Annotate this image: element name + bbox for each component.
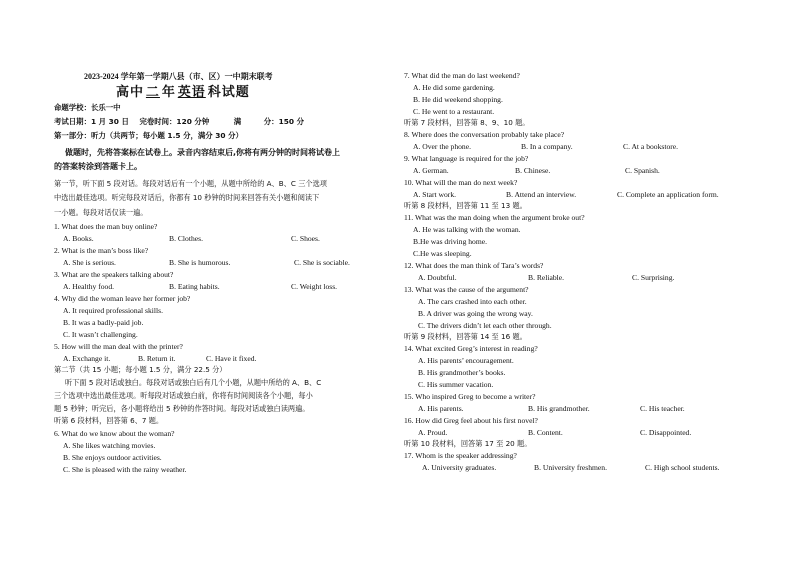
q8-option-c: C. At a bookstore.	[623, 142, 679, 151]
question-12: 12. What does the man think of Tara’s words?	[404, 261, 544, 270]
q11-option-a: A. He was talking with the woman.	[413, 225, 521, 234]
q6-option-b: B. She enjoys outdoor activities.	[63, 453, 162, 462]
question-2: 2. What is the man’s boss like?	[54, 246, 149, 255]
school-label: 命题学校：长乐一中	[54, 103, 121, 112]
question-16: 16. How did Greg feel about his first novel?	[404, 416, 538, 425]
q13-option-c: C. The drivers didn’t let each other through.	[418, 321, 552, 330]
q10-option-c: C. Complete an application form.	[617, 190, 719, 199]
question-14: 14. What excited Greg’s interest in reading?	[404, 344, 538, 353]
q3-option-b: B. Eating habits.	[169, 282, 220, 291]
q9-option-a: A. German.	[413, 166, 449, 175]
listen-note-6: 听第 6 段材料，回答第 6、7 题。	[54, 416, 164, 425]
exam-header-line: 2023-2024 学年第一学期八县（市、区）一中期末联考	[84, 72, 273, 81]
q5-option-c: C. Have it fixed.	[206, 354, 257, 363]
sec2-heading: 第二节（共 15 小题；每小题 1.5 分，满分 22.5 分）	[54, 365, 227, 374]
exam-info: 考试日期：1 月 30 日 完卷时间：120 分钟 满 分：150 分	[54, 117, 304, 126]
q7-option-c: C. He went to a restaurant.	[413, 107, 495, 116]
q11-option-c: C.He was sleeping.	[413, 249, 472, 258]
sec2-instr-3: 题 5 秒钟；听完后，各小题将给出 5 秒钟的作答时间。每段对话或独白读两遍。	[54, 404, 310, 413]
q5-option-a: A. Exchange it.	[63, 354, 111, 363]
q13-option-a: A. The cars crashed into each other.	[418, 297, 527, 306]
listen-note-9: 听第 9 段材料，回答第 14 至 16 题。	[404, 332, 527, 341]
q10-option-b: B. Attend an interview.	[506, 190, 577, 199]
part1-note-line2: 的答案转涂到答题卡上。	[54, 162, 142, 171]
question-6: 6. What do we know about the woman?	[54, 429, 175, 438]
q16-option-a: A. Proud.	[418, 428, 448, 437]
q1-option-c: C. Shoes.	[291, 234, 320, 243]
question-13: 13. What was the cause of the argument?	[404, 285, 529, 294]
q9-option-c: C. Spanish.	[625, 166, 660, 175]
question-9: 9. What language is required for the job?	[404, 154, 529, 163]
question-17: 17. Whom is the speaker addressing?	[404, 451, 517, 460]
q9-option-b: B. Chinese.	[515, 166, 551, 175]
q15-option-b: B. His grandmother.	[528, 404, 590, 413]
q1-option-a: A. Books.	[63, 234, 94, 243]
q14-option-b: B. His grandmother’s books.	[418, 368, 506, 377]
question-15: 15. Who inspired Greg to become a writer?	[404, 392, 536, 401]
q10-option-a: A. Start work.	[413, 190, 457, 199]
question-1: 1. What does the man buy online?	[54, 222, 158, 231]
q3-option-a: A. Healthy food.	[63, 282, 115, 291]
q8-option-b: B. In a company.	[521, 142, 573, 151]
q6-option-a: A. She likes watching movies.	[63, 441, 156, 450]
q14-option-a: A. His parents’ encouragement.	[418, 356, 514, 365]
listen-note-8: 听第 8 段材料，回答第 11 至 13 题。	[404, 201, 527, 210]
q2-option-b: B. She is humorous.	[169, 258, 231, 267]
q11-option-b: B.He was driving home.	[413, 237, 488, 246]
part1-note-line1: 做题时，先将答案标在试卷上。录音内容结束后,你将有两分钟的时间将试卷上	[65, 148, 341, 157]
q16-option-b: B. Content.	[528, 428, 563, 437]
q7-option-b: B. He did weekend shopping.	[413, 95, 503, 104]
q2-option-c: C. She is sociable.	[294, 258, 350, 267]
q5-option-b: B. Return it.	[138, 354, 176, 363]
part1-heading: 第一部分：听力（共两节；每小题 1.5 分，满分 30 分）	[54, 131, 243, 140]
question-8: 8. Where does the conversation probably take place?	[404, 130, 565, 139]
question-5: 5. How will the man deal with the printer?	[54, 342, 183, 351]
q16-option-c: C. Disappointed.	[640, 428, 692, 437]
q1-option-b: B. Clothes.	[169, 234, 203, 243]
q12-option-a: A. Doubtful.	[418, 273, 457, 282]
q2-option-a: A. She is serious.	[63, 258, 116, 267]
q12-option-b: B. Reliable.	[528, 273, 565, 282]
q7-option-a: A. He did some gardening.	[413, 83, 495, 92]
sec1-instr-3: 一小题。每段对话仅读一遍。	[54, 208, 148, 217]
question-3: 3. What are the speakers talking about?	[54, 270, 174, 279]
question-7: 7. What did the man do last weekend?	[404, 71, 520, 80]
listen-note-7: 听第 7 段材料，回答第 8、9、10 题。	[404, 118, 530, 127]
q17-option-b: B. University freshmen.	[534, 463, 607, 472]
sec2-instr-1: 听下面 5 段对话或独白。每段对话或独白后有几个小题，从题中所给的 A、B、C	[65, 378, 322, 387]
q3-option-c: C. Weight loss.	[291, 282, 338, 291]
q4-option-b: B. It was a badly-paid job.	[63, 318, 144, 327]
q6-option-c: C. She is pleased with the rainy weather.	[63, 465, 187, 474]
question-4: 4. Why did the woman leave her former job?	[54, 294, 191, 303]
q15-option-a: A. His parents.	[418, 404, 464, 413]
q17-option-a: A. University graduates.	[422, 463, 497, 472]
q17-option-c: C. High school students.	[645, 463, 720, 472]
listen-note-10: 听第 10 段材料，回答第 17 至 20 题。	[404, 439, 532, 448]
sec1-instr-2: 中选出最佳选项。听完每段对话后，你都有 10 秒钟的时间来回答有关小题和阅读下	[54, 193, 320, 202]
q4-option-a: A. It required professional skills.	[63, 306, 163, 315]
sec1-instr-1: 第一节，听下面 5 段对话。每段对话后有一个小题，从题中所给的 A、B、C 三个选项	[54, 179, 327, 188]
exam-title: 高中 二 年 英语 科试题	[116, 84, 250, 99]
q14-option-c: C. His summer vacation.	[418, 380, 494, 389]
q12-option-c: C. Surprising.	[632, 273, 675, 282]
question-10: 10. What will the man do next week?	[404, 178, 518, 187]
q13-option-b: B. A driver was going the wrong way.	[418, 309, 533, 318]
q4-option-c: C. It wasn’t challenging.	[63, 330, 138, 339]
q8-option-a: A. Over the phone.	[413, 142, 471, 151]
q15-option-c: C. His teacher.	[640, 404, 685, 413]
sec2-instr-2: 三个选项中选出最佳选项。听每段对话或独白前，你将有时间阅读各个小题，每小	[54, 391, 313, 400]
question-11: 11. What was the man doing when the argument broke out?	[404, 213, 585, 222]
